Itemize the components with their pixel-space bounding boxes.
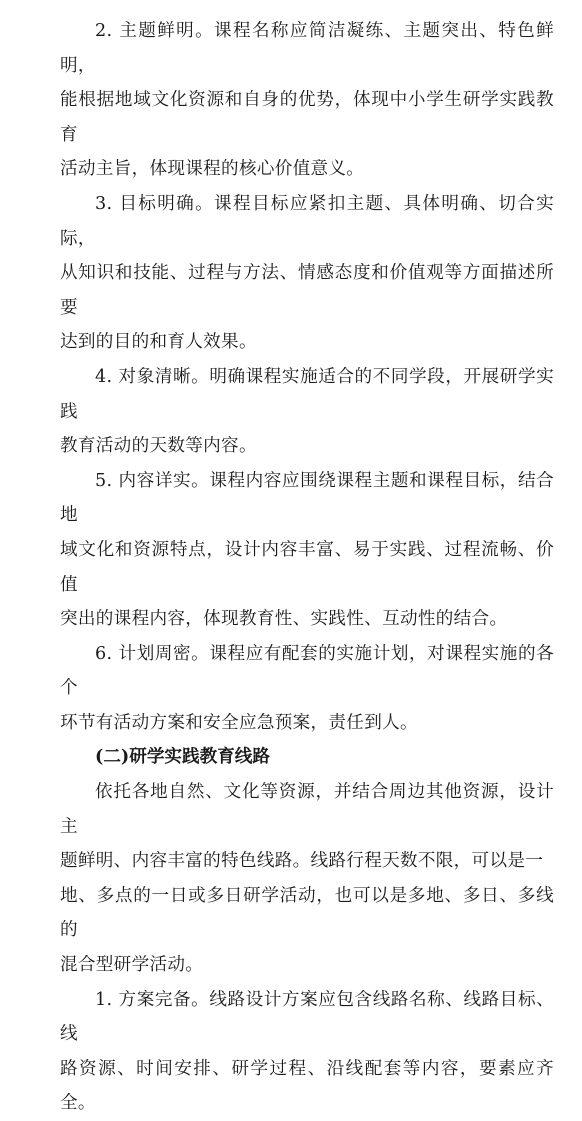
section-heading: (二)研学实践教育线路 — [95, 746, 270, 768]
text-line: 题鲜明、内容丰富的特色线路。线路行程天数不限，可以是一 — [60, 851, 544, 872]
text-line: 环节有活动方案和安全应急预案，责任到人。 — [60, 712, 418, 733]
paragraph-route-intro — [60, 775, 554, 983]
text-line: 教育活动的天数等内容。 — [60, 436, 257, 457]
text-line: 6. 计划周密。课程应有配套的实施计划，对课程实施的各个 — [60, 643, 554, 699]
text-line: 能根据地域文化资源和自身的优势，体现中小学生研学实践教育 — [60, 90, 554, 145]
text-line: 从知识和技能、过程与方法、情感态度和价值观等方面描述所要 — [60, 263, 554, 318]
text-line: 域文化和资源特点，设计内容丰富、易于实践、过程流畅、价值 — [60, 539, 554, 595]
text-line: 2. 主题鲜明。课程名称应简洁凝练、主题突出、特色鲜明， — [60, 21, 554, 76]
text-line: 突出的课程内容，体现教育性、实践性、互动性的结合。 — [60, 609, 508, 630]
paragraph-item-4 — [60, 360, 554, 464]
paragraph-route-item-1 — [60, 983, 554, 1121]
paragraph-item-2 — [60, 14, 554, 187]
text-line: 3. 目标明确。课程目标应紧扣主题、具体明确、切合实际， — [60, 193, 554, 249]
text-line: 依托各地自然、文化等资源，并结合周边其他资源，设计主 — [60, 782, 554, 837]
paragraph-item-6 — [60, 637, 554, 741]
text-line: 5. 内容详实。课程内容应围绕课程主题和课程目标，结合地 — [60, 470, 554, 526]
text-line: 4. 对象清晰。明确课程实施适合的不同学段，开展研学实践 — [60, 366, 554, 422]
text-line: 路资源、时间安排、研学过程、沿线配套等内容，要素应齐全。 — [60, 1058, 554, 1114]
text-line: 1. 方案完备。线路设计方案应包含线路名称、线路目标、线 — [60, 989, 554, 1045]
paragraph-item-5 — [60, 464, 554, 637]
text-line: 地、多点的一日或多日研学活动，也可以是多地、多日、多线的 — [60, 885, 554, 941]
text-line: 达到的目的和育人效果。 — [60, 332, 257, 353]
text-line: 活动主旨，体现课程的核心价值意义。 — [60, 159, 365, 180]
text-line: 混合型研学活动。 — [60, 955, 204, 976]
paragraph-item-3 — [60, 187, 554, 360]
